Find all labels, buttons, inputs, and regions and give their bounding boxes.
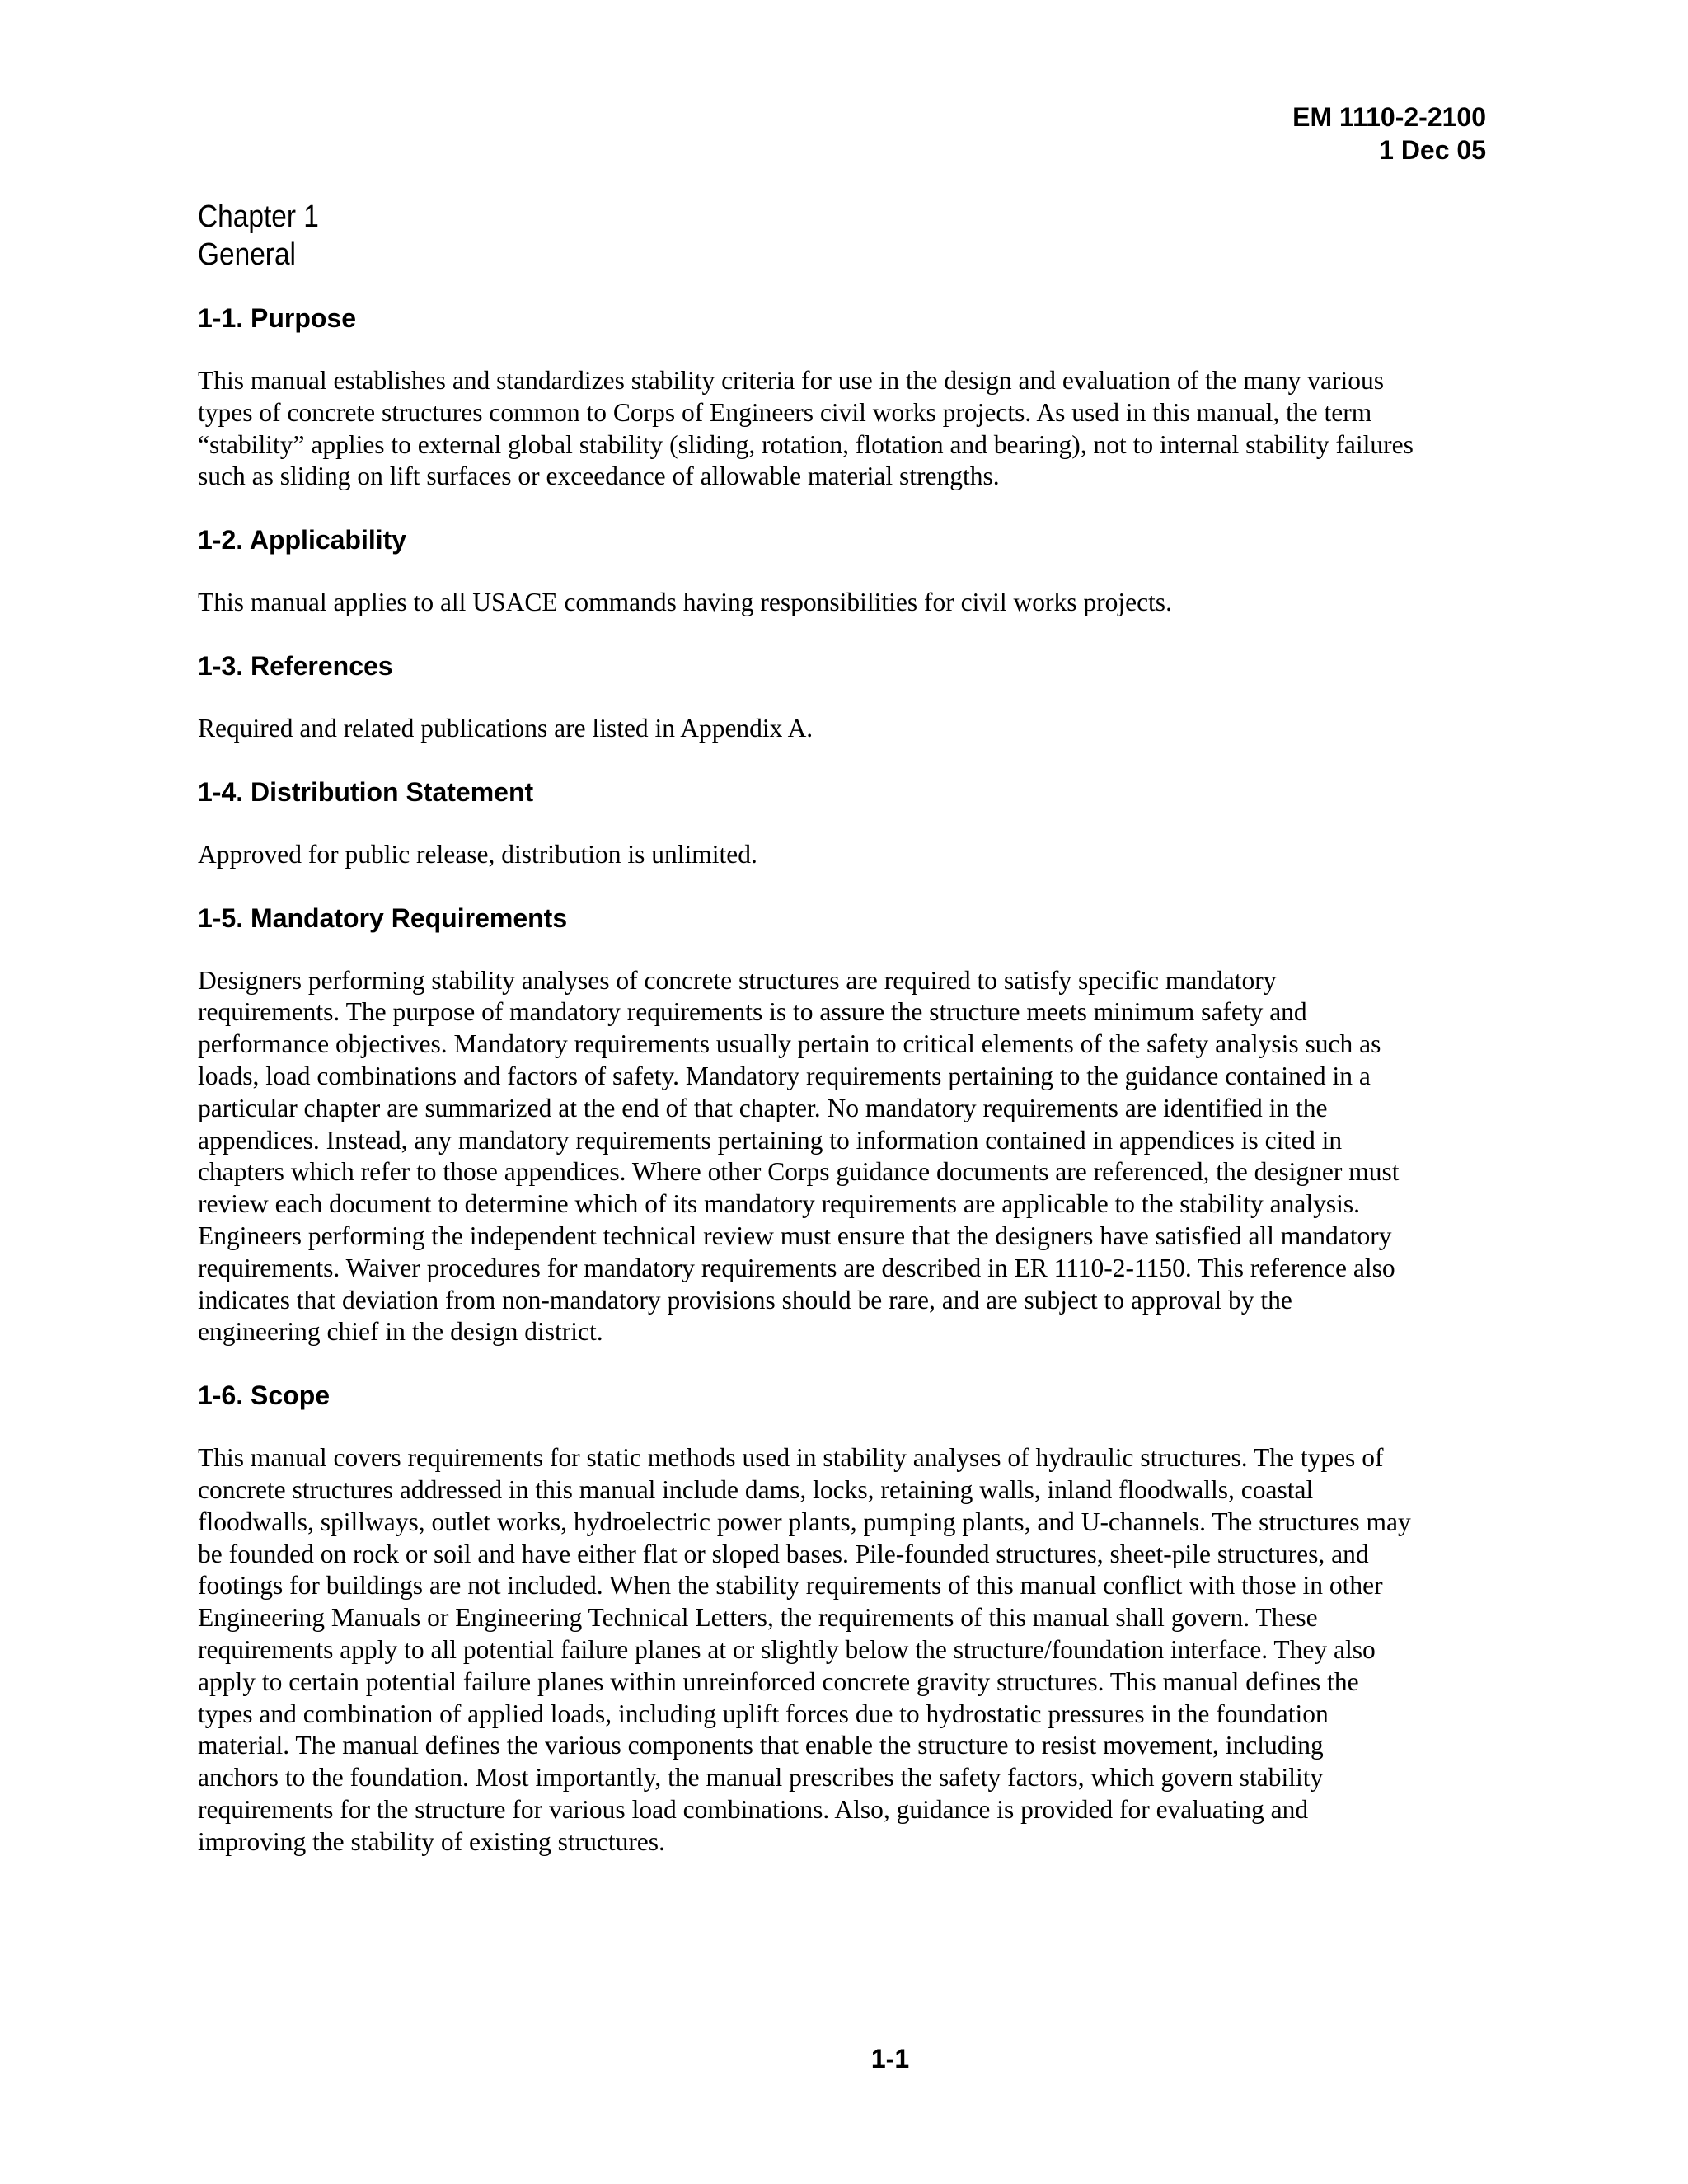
page-number: 1-1 [870, 2044, 910, 2074]
section-purpose [198, 302, 1484, 493]
section-heading: 1-3. References [198, 650, 393, 681]
section-mandatory-requirements [198, 902, 1484, 1349]
section-paragraph: This manual applies to all USACE commands having responsibilities for civil works projects. [198, 588, 1172, 617]
section-distribution-statement [198, 776, 1484, 871]
section-heading: 1-2. Applicability [198, 525, 407, 555]
section-heading: 1-5. Mandatory Requirements [198, 902, 568, 933]
section-paragraph: Designers performing stability analyses of concrete structures are required to satisfy specific mandatory requirements. The purpose of mandatory requirements is to assure the structure meets minimum safety and performance objectives. Mandatory requirements usually pertain to critical elements of the safety analysis such as loads, load combinations and factors of safety. Mandatory requirements pertaining to the guidance contained in a particular chapter are summarized at the end of that chapter. No mandatory requirements are identified in the appendices. Instead, any mandatory requirements pertaining to information contained in appendices is cited in chapters which refer to those appendices. Where other Corps guidance documents are referenced, the designer must review each document to determine which of its mandatory requirements are applicable to the stability analysis. Engineers performing the independent technical review must ensure that the designers have satisfied all mandatory requirements. Waiver procedures for mandatory requirements are described in ER 1110-2-1150. This reference also indicates that deviation from non-mandatory provisions should be rare, and are subject to approval by the engineering chief in the design district. [198, 965, 1400, 1347]
document-number: EM 1110-2-2100 [1292, 102, 1486, 132]
section-references [198, 649, 1484, 745]
chapter-number: Chapter 1 [198, 199, 319, 234]
section-paragraph: This manual covers requirements for static methods used in stability analyses of hydraulic structures. The types of concrete structures addressed in this manual include dams, locks, retaining walls, inland floodwalls, coastal floodwalls, spillways, outlet works, hydroelectric power plants, pumping plants, and U-channels. The structures may be founded on rock or soil and have either flat or sloped bases. Pile-founded structures, sheet-pile structures, and footings for buildings are not included. When the stability requirements of this manual conflict with those in other Engineering Manuals or Engineering Technical Letters, the requirements of this manual shall govern. These requirements apply to all potential failure planes at or slightly below the structure/foundation interface. They also apply to certain potential failure planes within unreinforced concrete gravity structures. This manual defines the types and combination of applied loads, including uplift forces due to hydrostatic pressures in the foundation material. The manual defines the various components that enable the structure to resist movement, including anchors to the foundation. Most importantly, the manual prescribes the safety factors, which govern stability requirements for the structure for various load combinations. Also, guidance is provided for evaluating and improving the stability of existing structures. [198, 1443, 1411, 1856]
section-heading: 1-4. Distribution Statement [198, 776, 534, 807]
chapter-title-block [198, 198, 319, 274]
section-paragraph: This manual establishes and standardizes stability criteria for use in the design and evaluation of the many various types of concrete structures common to Corps of Engineers civil works projects. As used in this manual, the term “stability” applies to external global stability (sliding, rotation, flotation and bearing), not to internal stability failures such as sliding on lift surfaces or exceedance of allowable material strengths. [198, 366, 1414, 491]
document-header [1292, 101, 1486, 166]
document-body [198, 302, 1484, 1889]
section-applicability [198, 523, 1484, 619]
section-paragraph: Approved for public release, distribution is unlimited. [198, 839, 757, 869]
chapter-title: General [198, 237, 296, 272]
section-paragraph: Required and related publications are listed in Appendix A. [198, 713, 814, 743]
document-date: 1 Dec 05 [1379, 135, 1486, 165]
section-heading: 1-6. Scope [198, 1380, 331, 1411]
section-scope [198, 1379, 1484, 1858]
section-heading: 1-1. Purpose [198, 303, 357, 333]
